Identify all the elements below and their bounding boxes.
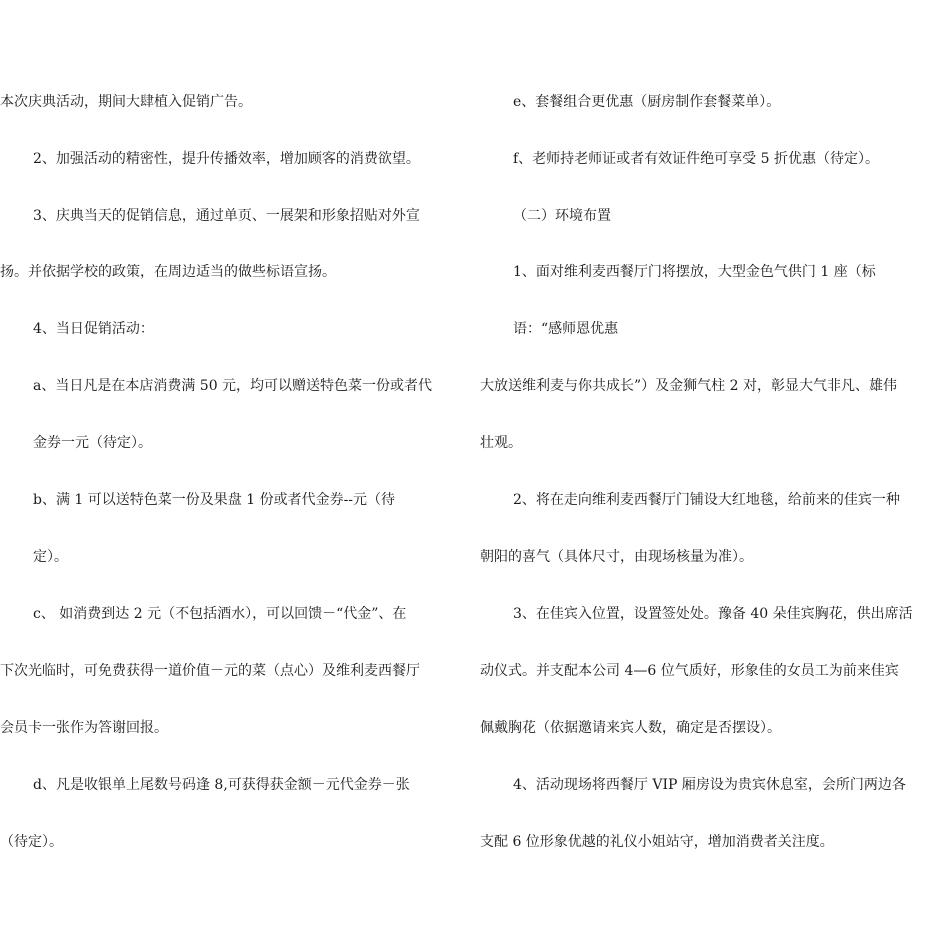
left-line-14: （待定）。 [0, 834, 63, 850]
left-line-9: 定）。 [33, 549, 68, 565]
right-line-6: 大放送维利麦与你共成长”）及金狮气柱 2 对，彰显大气非凡、雄伟 [480, 378, 897, 394]
left-line-5: 4、当日促销活动： [33, 321, 154, 337]
left-line-1: 本次庆典活动，期间大肆植入促销广告。 [0, 94, 252, 110]
right-line-4: 1、面对维利麦西餐厅门将摆放，大型金色气供门 1 座（标 [513, 264, 876, 280]
left-line-4: 扬。并依据学校的政策，在周边适当的做些标语宣扬。 [0, 264, 336, 280]
left-line-10: c、 如消费到达 2 元（不包括酒水），可以回馈－“代金”、在 [33, 606, 407, 622]
right-line-14: 支配 6 位形象优越的礼仪小姐站守，增加消费者关注度。 [480, 834, 834, 850]
right-line-7: 壮观。 [480, 435, 522, 451]
right-line-3: （二）环境布置 [513, 208, 611, 224]
right-line-11: 动仪式。并支配本公司 4—6 位气质好，形象佳的女员工为前来佳宾 [480, 663, 899, 679]
right-line-2: f、老师持老师证或者有效证件绝可享受 5 折优惠（待定）。 [513, 151, 879, 167]
right-line-9: 朝阳的喜气（具体尺寸，由现场核量为准）。 [480, 549, 753, 565]
left-line-13: d、凡是收银单上尾数号码逢 8,可获得获金额－元代金券－张 [33, 777, 410, 793]
left-line-2: 2、加强活动的精密性，提升传播效率，增加顾客的消费欲望。 [33, 151, 420, 167]
left-line-3: 3、庆典当天的促销信息，通过单页、一展架和形象招贴对外宣 [33, 208, 420, 224]
right-line-8: 2、将在走向维利麦西餐厅门铺设大红地毯，给前来的佳宾一种 [513, 492, 900, 508]
left-line-8: b、满 1 可以送特色菜一份及果盘 1 份或者代金券--元（待 [33, 492, 396, 508]
right-line-13: 4、活动现场将西餐厅 VIP 厢房设为贵宾休息室，会所门两边各 [513, 777, 906, 793]
left-line-11: 下次光临时，可免费获得一道价值－元的菜（点心）及维利麦西餐厅 [0, 663, 420, 679]
right-line-10: 3、在佳宾入位置，设置签处处。豫备 40 朵佳宾胸花，供出席活 [513, 606, 913, 622]
left-line-6: a、当日凡是在本店消费满 50 元，均可以赠送特色菜一份或者代 [33, 378, 433, 394]
left-line-7: 金券一元（待定）。 [33, 435, 152, 451]
right-line-5: 语：“感师恩优惠 [513, 321, 619, 337]
right-line-12: 佩戴胸花（依据邀请来宾人数，确定是否摆设）。 [480, 720, 781, 736]
left-line-12: 会员卡一张作为答谢回报。 [0, 720, 168, 736]
right-line-1: e、套餐组合更优惠（厨房制作套餐菜单）。 [513, 94, 781, 110]
